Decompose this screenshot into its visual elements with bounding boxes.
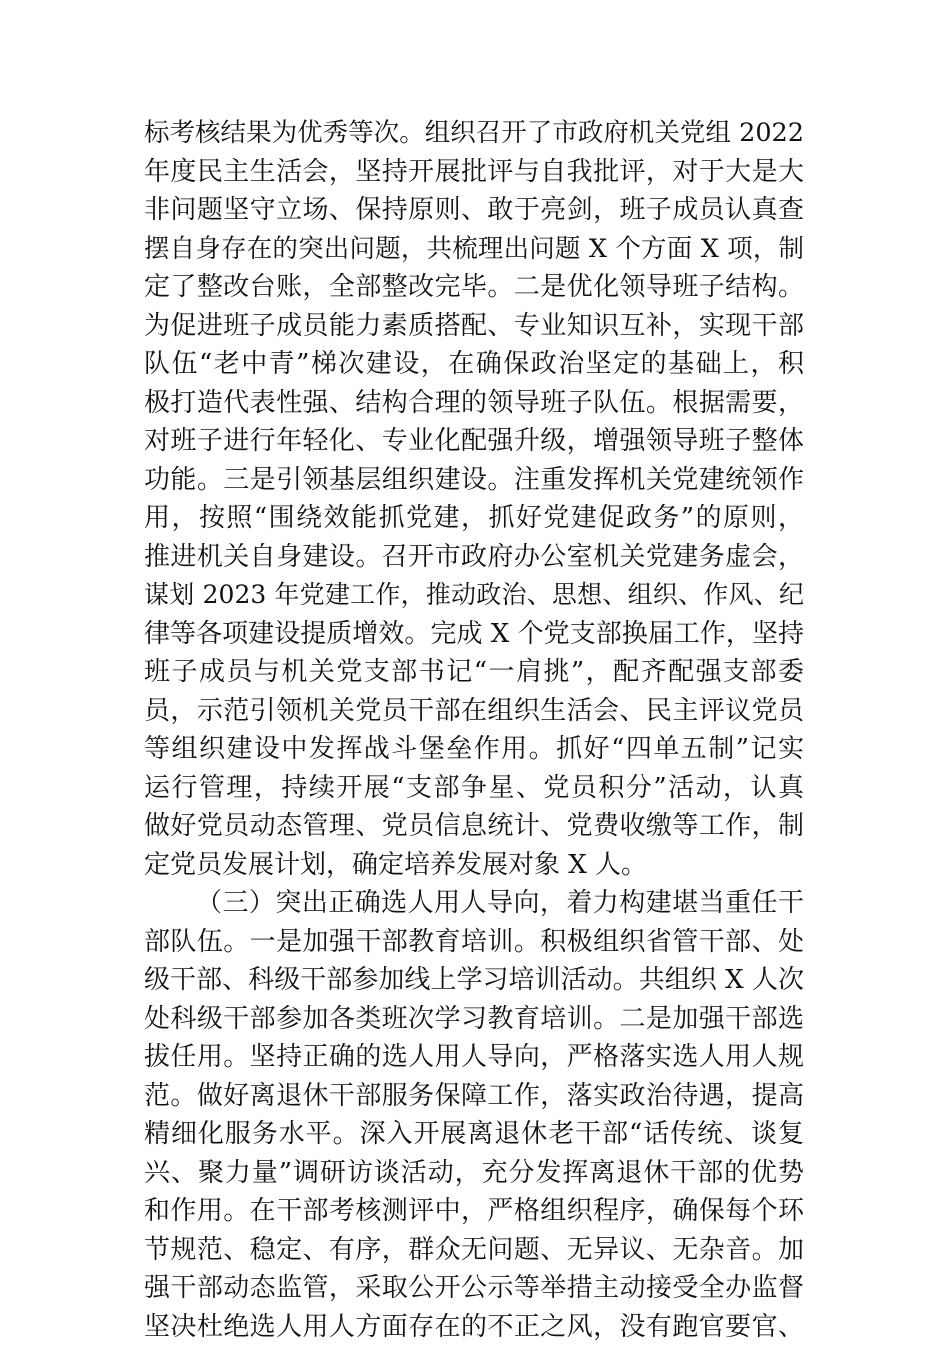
text-line: 级干部、科级干部参加线上学习培训活动。共组织 X 人次 — [144, 961, 804, 1000]
text-line: 班子成员与机关党支部书记“一肩挑”，配齐配强支部委 — [144, 653, 804, 692]
text-line: 标考核结果为优秀等次。组织召开了市政府机关党组 2022 — [144, 114, 804, 153]
text-line: 节规范、稳定、有序，群众无问题、无异议、无杂音。加 — [144, 1231, 804, 1270]
text-line: 谋划 2023 年党建工作，推动政治、思想、组织、作风、纪 — [144, 576, 804, 615]
text-line: 做好党员动态管理、党员信息统计、党费收缴等工作，制 — [144, 807, 804, 846]
text-line: 运行管理，持续开展“支部争星、党员积分”活动，认真 — [144, 769, 804, 808]
text-line: 对班子进行年轻化、专业化配强升级，增强领导班子整体 — [144, 422, 804, 461]
text-line: 兴、聚力量”调研访谈活动，充分发挥离退休干部的优势 — [144, 1154, 804, 1193]
body-text — [144, 114, 804, 1346]
text-line: 员，示范引领机关党员干部在组织生活会、民主评议党员 — [144, 692, 804, 731]
text-line: 年度民主生活会，坚持开展批评与自我批评，对于大是大 — [144, 153, 804, 192]
paragraph-heading-line: （三）突出正确选人用人导向，着力构建堪当重任干 — [144, 884, 804, 923]
text-line: 定党员发展计划，确定培养发展对象 X 人。 — [144, 846, 804, 885]
text-line: 律等各项建设提质增效。完成 X 个党支部换届工作，坚持 — [144, 615, 804, 654]
text-line: 等组织建设中发挥战斗堡垒作用。抓好“四单五制”记实 — [144, 730, 804, 769]
text-line: 定了整改台账，全部整改完毕。二是优化领导班子结构。 — [144, 268, 804, 307]
text-line: 坚决杜绝选人用人方面存在的不正之风，没有跑官要官、 — [144, 1308, 804, 1346]
text-line: 范。做好离退休干部服务保障工作，落实政治待遇，提高 — [144, 1077, 804, 1116]
text-line: 非问题坚守立场、保持原则、敢于亮剑，班子成员认真查 — [144, 191, 804, 230]
text-line: 摆自身存在的突出问题，共梳理出问题 X 个方面 X 项，制 — [144, 230, 804, 269]
text-line: 和作用。在干部考核测评中，严格组织程序，确保每个环 — [144, 1192, 804, 1231]
text-line: 拔任用。坚持正确的选人用人导向，严格落实选人用人规 — [144, 1038, 804, 1077]
text-line: 极打造代表性强、结构合理的领导班子队伍。根据需要， — [144, 384, 804, 423]
text-line: 推进机关自身建设。召开市政府办公室机关党建务虚会， — [144, 538, 804, 577]
text-line: 队伍“老中青”梯次建设，在确保政治坚定的基础上，积 — [144, 345, 804, 384]
text-line: 部队伍。一是加强干部教育培训。积极组织省管干部、处 — [144, 923, 804, 962]
text-line: 为促进班子成员能力素质搭配、专业知识互补，实现干部 — [144, 307, 804, 346]
text-line: 功能。三是引领基层组织建设。注重发挥机关党建统领作 — [144, 461, 804, 500]
text-line: 用，按照“围绕效能抓党建，抓好党建促政务”的原则， — [144, 499, 804, 538]
text-line: 处科级干部参加各类班次学习教育培训。二是加强干部选 — [144, 1000, 804, 1039]
text-line: 精细化服务水平。深入开展离退休老干部“话传统、谈复 — [144, 1115, 804, 1154]
text-line: 强干部动态监管，采取公开公示等举措主动接受全办监督 — [144, 1269, 804, 1308]
